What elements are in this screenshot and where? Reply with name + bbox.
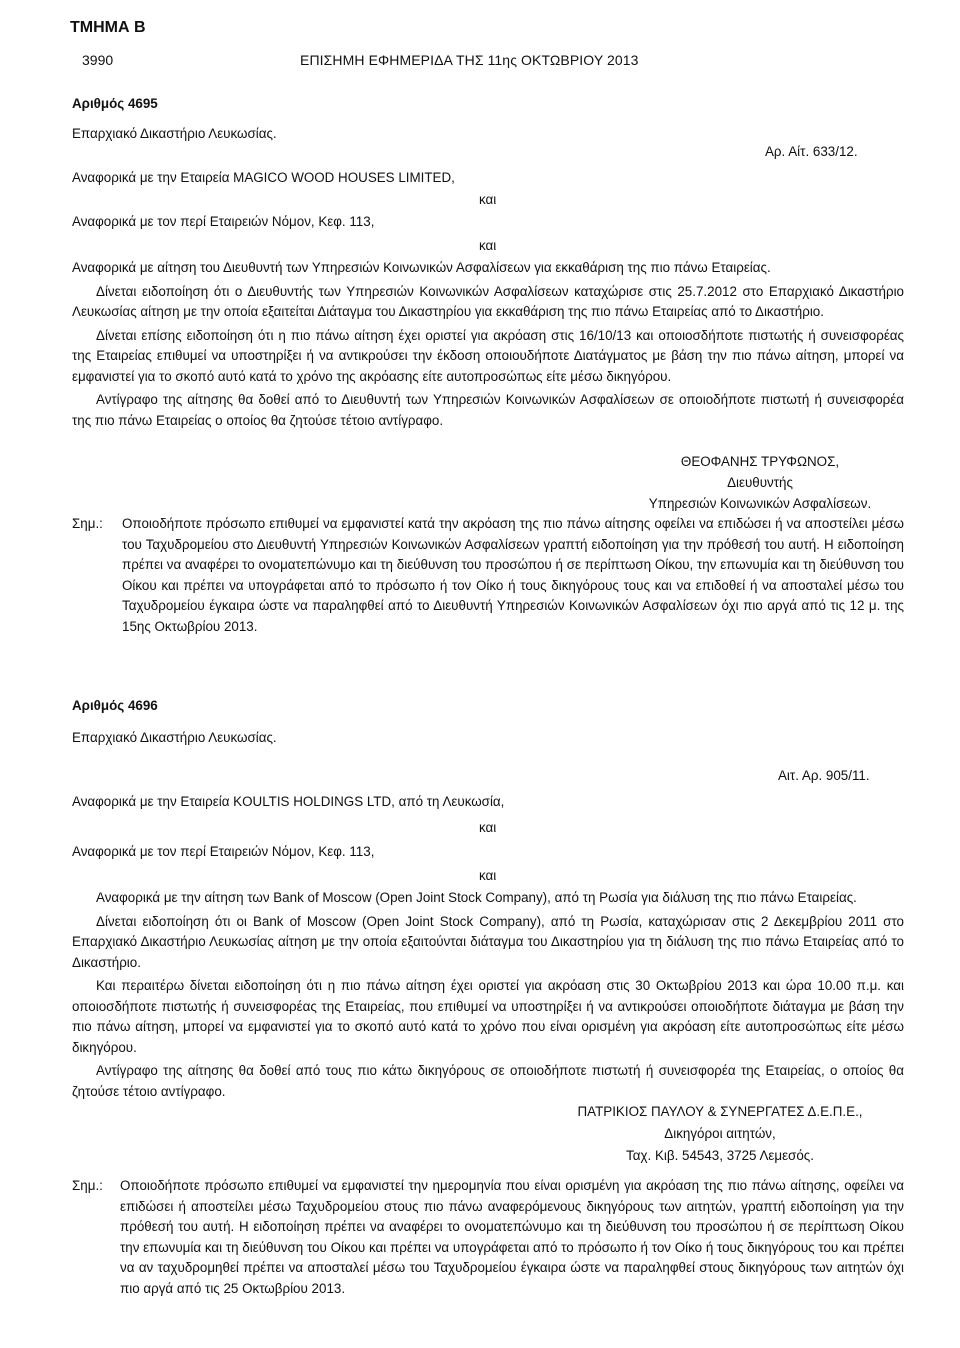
notice-number: Αριθμός 4695 [72,96,158,111]
signatory-office: Ταχ. Κιβ. 54543, 3725 Λεμεσός. [626,1148,814,1163]
case-reference: Αιτ. Αρ. 905/11. [778,768,870,783]
conjunction-and: και [479,238,497,253]
notice-body [72,258,904,431]
court-name: Επαρχιακό Δικαστήριο Λευκωσίας. [72,126,277,141]
signatory-title: Δικηγόροι αιτητών, [664,1126,776,1141]
re-application-line: Αναφορικά με αίτηση του Διευθυντή των Υπηρεσιών Κοινωνικών Ασφαλίσεων για εκκαθάριση της πιο πάνω Εταιρείας. [72,260,771,275]
notice-number: Αριθμός 4696 [72,698,158,713]
notice-paragraph: Δίνεται ειδοποίηση ότι ο Διευθυντής των Υπηρεσιών Κοινωνικών Ασφαλίσεων καταχώρισε στις 25.7.2012 στο Επαρχιακό Δικαστήριο Λευκωσίας αίτηση με την οποία εξαιτείται Διάταγμα του Δικαστηρίου για εκκαθάριση της πιο πάνω Εταιρείας από το Δικαστήριο. [72,283,904,319]
gazette-masthead: ΕΠΙΣΗΜΗ ΕΦΗΜΕΡΙΔΑ ΤΗΣ 11ης ΟΚΤΩΒΡΙΟΥ 2013 [300,52,639,68]
re-law-line: Αναφορικά με τον περί Εταιρειών Νόμον, Κεφ. 113, [72,214,375,229]
signatory-office: Υπηρεσιών Κοινωνικών Ασφαλίσεων. [648,496,872,511]
note-label: Σημ.: [72,1178,103,1193]
note-label: Σημ.: [72,516,103,531]
signatory-name: ΘΕΟΦΑΝΗΣ ΤΡΥΦΩΝΟΣ, [680,454,840,469]
conjunction-and: και [479,820,497,835]
court-name: Επαρχιακό Δικαστήριο Λευκωσίας. [72,730,277,745]
page-number: 3990 [82,52,114,68]
case-reference: Αρ. Αίτ. 633/12. [765,144,858,159]
re-company-line: Αναφορικά με την Εταιρεία MAGICO WOOD HOUSES LIMITED, [72,170,455,185]
note-text: Οποιοδήποτε πρόσωπο επιθυμεί να εμφανιστεί κατά την ακρόαση της πιο πάνω αίτησης οφείλει να επιδώσει ή να αποστείλει μέσω του Ταχυδρομείου στο Διευθυντή Υπηρεσιών Κοινωνικών Ασφαλίσεων γραπτή ειδοποίηση για την πρόθεσή του αυτή. Η ειδοποίηση πρέπει να αναφέρει το ονοματεπώνυμο και τη διεύθυνση του προσώπου ή σε περίπτωση Οίκου, την επωνυμία και τη διεύθυνση του Οίκου και πρέπει να υπογράφεται από το πρόσωπο ή τον Οίκο ή τους δικηγόρους τους και να επιδοθεί ή να αποσταλεί μέσω του Ταχυδρομείου έγκαιρα ώστε να παραληφθεί από το Διευθυντή Υπηρεσιών Κοινωνικών Ασφαλίσεων όχι πιο αργά από τις 12 μ. της 15ης Οκτωβρίου 2013. [122,516,904,634]
section-title: ΤΜΗΜΑ Β [70,19,146,36]
conjunction-and: και [479,868,497,883]
notice-paragraph: Δίνεται ειδοποίηση ότι οι Bank of Moscow (Open Joint Stock Company), από τη Ρωσία, καταχώρισαν στις 2 Δεκεμβρίου 2011 στο Επαρχιακό Δικαστήριο Λευκωσίας αίτηση με την οποία εξαιτούνται διάταγμα του Δικαστηρίου για τη διάλυση της πιο πάνω Εταιρείας από το Δικαστήριο. [72,913,904,970]
notice-body [72,888,904,1102]
notice-paragraph: Δίνεται επίσης ειδοποίηση ότι η πιο πάνω αίτηση έχει οριστεί για ακρόαση στις 16/10/13 και οποιοσδήποτε πιστωτής ή συνεισφορέας της Εταιρείας επιθυμεί να υποστηρίξει ή να αντικρούσει την έκδοση οποιουδήποτε Διατάγματος με βάση την πιο πάνω αίτηση, μπορεί να εμφανιστεί για το σκοπό αυτό κατά το χρόνο της ακρόασης είτε αυτοπροσώπως είτε μέσω δικηγόρου. [72,327,904,384]
notice-paragraph: Αντίγραφο της αίτησης θα δοθεί από το Διευθυντή των Υπηρεσιών Κοινωνικών Ασφαλίσεων σε οποιοδήποτε πιστωτή ή συνεισφορέα της πιο πάνω Εταιρείας ο οποίος θα ζητούσε τέτοιο αντίγραφο. [72,392,904,428]
notice-paragraph: Αντίγραφο της αίτησης θα δοθεί από τους πιο κάτω δικηγόρους σε οποιοδήποτε πιστωτή ή συνεισφορέα της Εταιρείας, ο οποίος θα ζητούσε τέτοιο αντίγραφο. [72,1063,904,1099]
re-company-line: Αναφορικά με την Εταιρεία KOULTIS HOLDINGS LTD, από τη Λευκωσία, [72,794,505,809]
signatory-name: ΠΑΤΡΙΚΙΟΣ ΠΑΥΛΟΥ & ΣΥΝΕΡΓΑΤΕΣ Δ.Ε.Π.Ε., [577,1104,863,1119]
notice-paragraph: Και περαιτέρω δίνεται ειδοποίηση ότι η πιο πάνω αίτηση έχει οριστεί για ακρόαση στις 30 Οκτωβρίου 2013 και ώρα 10.00 π.μ. και οποιοσδήποτε πιστωτής ή συνεισφορέας της Εταιρείας, που επιθυμεί να υποστηρίξει ή να αντικρούσει οποιοδήποτε διάταγμα με βάση την πιο πάνω αίτηση, μπορεί να εμφανιστεί για το σκοπό αυτό κατά το χρόνο που είναι ορισμένη για ακρόαση είτε αυτοπροσώπως είτε μέσω δικηγόρου. [72,978,904,1055]
re-application-line: Αναφορικά με την αίτηση των Bank of Moscow (Open Joint Stock Company), από τη Ρωσία για διάλυση της πιο πάνω Εταιρείας. [96,890,857,905]
re-law-line: Αναφορικά με τον περί Εταιρειών Νόμον, Κεφ. 113, [72,844,375,859]
signatory-title: Διευθυντής [727,475,793,490]
conjunction-and: και [479,192,497,207]
note-text: Οποιοδήποτε πρόσωπο επιθυμεί να εμφανιστεί την ημερομηνία που είναι ορισμένη για ακρόαση της πιο πάνω αίτησης, οφείλει να επιδώσει ή αποστείλει μέσω Ταχυδρομείου στους πιο πάνω αναφερόμενους δικηγόρους των αιτητών, γραπτή ειδοποίηση για την πρόθεσή του αυτή. Η ειδοποίηση πρέπει να αναφέρει το ονοματεπώνυμο και τη διεύθυνση του προσώπου ή σε περίπτωση Οίκου την επωνυμία και τη διεύθυνση του Οίκου και πρέπει να υπογράφεται από το πρόσωπο ή τον Οίκο ή τους δικηγόρους του και πρέπει να αν ταχυδρομηθεί πρέπει να αποσταλεί μέσω του Ταχυδρομείου έγκαιρα ώστε να παραληφθεί στους δικηγόρους των αιτητών όχι πιο αργά από τις 25 Οκτωβρίου 2013. [120,1178,904,1296]
